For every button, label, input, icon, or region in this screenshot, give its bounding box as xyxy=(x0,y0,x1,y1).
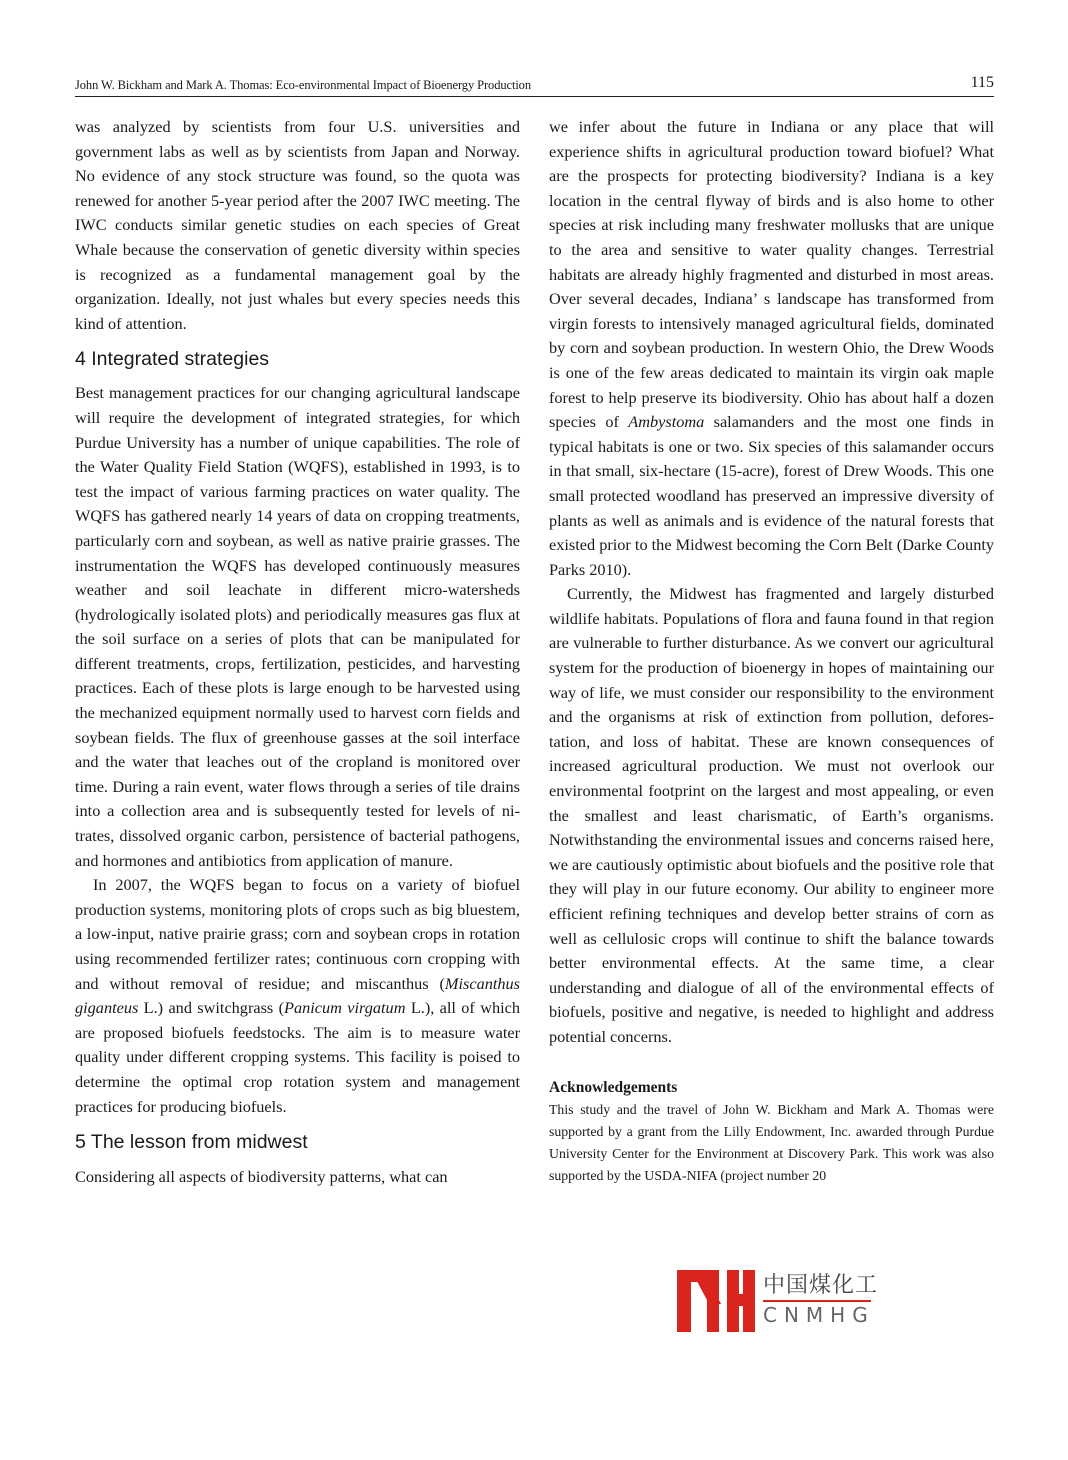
right-column xyxy=(549,115,994,1187)
watermark-divider xyxy=(763,1300,871,1302)
page-number: 115 xyxy=(970,74,994,91)
species-name-italic: Panicum virgatum xyxy=(284,998,406,1018)
running-header xyxy=(75,76,994,97)
text-run: In 2007, the WQFS began to focus on a variety of biofuel production systems, monitoring plots of crops such as big bluestem, a low-input, native prairie grass; corn and soybean crops in rotation using recommended fertilizer rates; continuous corn cropping with and without removal of residue; and miscanthus ( xyxy=(75,875,520,993)
text-run: L.), all of which are proposed biofuels feedstocks. The aim is to measure water quality under different cropping systems. This facility is poised to determine the optimal crop rotation system and management practices for producing biofuels. xyxy=(75,998,520,1116)
section-5-heading: 5 The lesson from midwest xyxy=(75,1131,308,1154)
acknowledgements-text: This study and the travel of John W. Bickham and Mark A. Thomas were supported by a grant from the Lilly Endowment, Inc. awarded through Purdue University Center for the Environment at Discovery Park. This work was also supported by the USDA-NIFA (project number 20 xyxy=(549,1101,994,1183)
text-run: L.) and switchgrass ( xyxy=(138,998,285,1018)
cnmhg-logo-icon xyxy=(677,1270,755,1332)
text-run: salamanders and the most one finds in typical habitats is one or two. Six species of this salamander occurs in that small, six-hectare (15-acre), forest of Drew Woods. This one small protected woodland has preserved an impressive diversity of plants as well as animals and is evidence of the natural forests that existed prior to the Midwest becoming the Corn Belt (Darke County Parks 2010). xyxy=(549,412,995,579)
running-title: John W. Bickham and Mark A. Thomas: Eco-environmental Impact of Bioenergy Production xyxy=(75,78,531,92)
section-4-paragraph-2 xyxy=(75,873,520,1119)
section-5-paragraph-2: Currently, the Midwest has fragmented and largely disturbed wildlife habitats. Populations of flora and fauna found in that region are vulnerable to further disturbance. As we convert our agricultural system for the production of bioenergy in hopes of maintaining our way of life, we must consider our responsibility to the environment and the organisms at risk of extinction from pollution, deforestation, and loss of habitat. These are known consequences of increased agricultural production. We must not overlook our environmental footprint on the largest and most appealing, or even the smallest and least charismatic, of Earth’s organisms. Notwithstanding the environmental issues and concerns raised here, we are cautiously optimistic about biofuels and the positive role that they will play in our future economy. Our ability to engineer more efficient refining techniques and develop better strains of corn as well as cellulosic crops will continue to shift the balance towards better environmental effects. At the same time, a clear understanding and dialogue of all of the environmental effects of biofuels, positive and negative, is needed to highlight and address potential concerns. xyxy=(549,584,994,1046)
species-name-italic: Miscanthus giganteus xyxy=(75,973,520,1018)
acknowledgements-heading: Acknowledgements xyxy=(549,1078,678,1096)
left-column xyxy=(75,115,520,1190)
watermark-chinese-text: 中国煤化工 xyxy=(763,1273,879,1298)
section-4-heading: 4 Integrated strategies xyxy=(75,348,270,371)
section-5-paragraph-1-continued xyxy=(549,115,994,582)
acknowledgements xyxy=(549,1077,994,1187)
continued-paragraph: was analyzed by scientists from four U.S. universities and government labs as well as by scientists from Japan and Norway. No evidence of any stock structure was found, so the quota was renewed for another 5-year period after the 2007 IWC meeting. The IWC conducts similar genetic studies on each species of Great Whale because the conservation of genetic diversity within species is recognized as a fundamental management goal by the organization. Ideally, not just whales but every species needs this kind of attention. xyxy=(75,117,520,333)
text-run: we infer about the future in Indiana or any place that will experience shifts in agricultural production toward biofuel? What are the prospects for protecting biodiversity? Indiana is a key location in the central flyway of birds and is also home to other species at risk including many freshwater mollusks that are unique to the area and sensitive to water quality changes. Terrestrial habitats are already highly fragmented and disturbed in most areas. Over several decades, Indiana’ s landscape has transformed from virgin forests to intensively managed agricultural fields, dominated by corn and soybean production. In western Ohio, the Drew Woods is one of the few areas dedicated to maintain its virgin oak maple forest to help preserve its biodiversity. Ohio has about half a dozen species of xyxy=(549,117,994,432)
genus-name-italic: Ambystoma xyxy=(628,412,705,432)
section-5-paragraph-1: Considering all aspects of biodiversity patterns, what can xyxy=(75,1167,448,1187)
watermark-english-text: CNMHG xyxy=(763,1303,875,1327)
watermark-logo xyxy=(677,1270,877,1332)
section-4-paragraph-1: Best management practices for our changing agricultural landscape will require the development of integrated strategies, for which Purdue University has a number of unique capabilities. The role of the Water Quality Field Station (WQFS), established in 1993, is to test the impact of various farming practices on water quality. The WQFS has gathered nearly 14 years of data on cropping treatments, particularly corn and soybean, as well as native prairie grasses. The instrumentation the WQFS has developed continuously measures weather and soil leachate in different micro-watersheds (hydrologically isolated plots) and periodically measures gas flux at the soil surface on a series of plots that can be manipulated for different treatments, crops, fertilization, pesticides, and harvesting practices. Each of these plots is large enough to be harvested using the mechanized equipment normally used to harvest corn fields and soybean fields. The flux of greenhouse gasses at the soil interface and the water that leaches out of the cropland is monitored over time. During a rain event, water flows through a series of tile drains into a collection area and is subsequently tested for levels of nitrates, dissolved organic carbon, persistence of bacterial pathogens, and hormones and antibiotics from application of manure. xyxy=(75,383,520,870)
